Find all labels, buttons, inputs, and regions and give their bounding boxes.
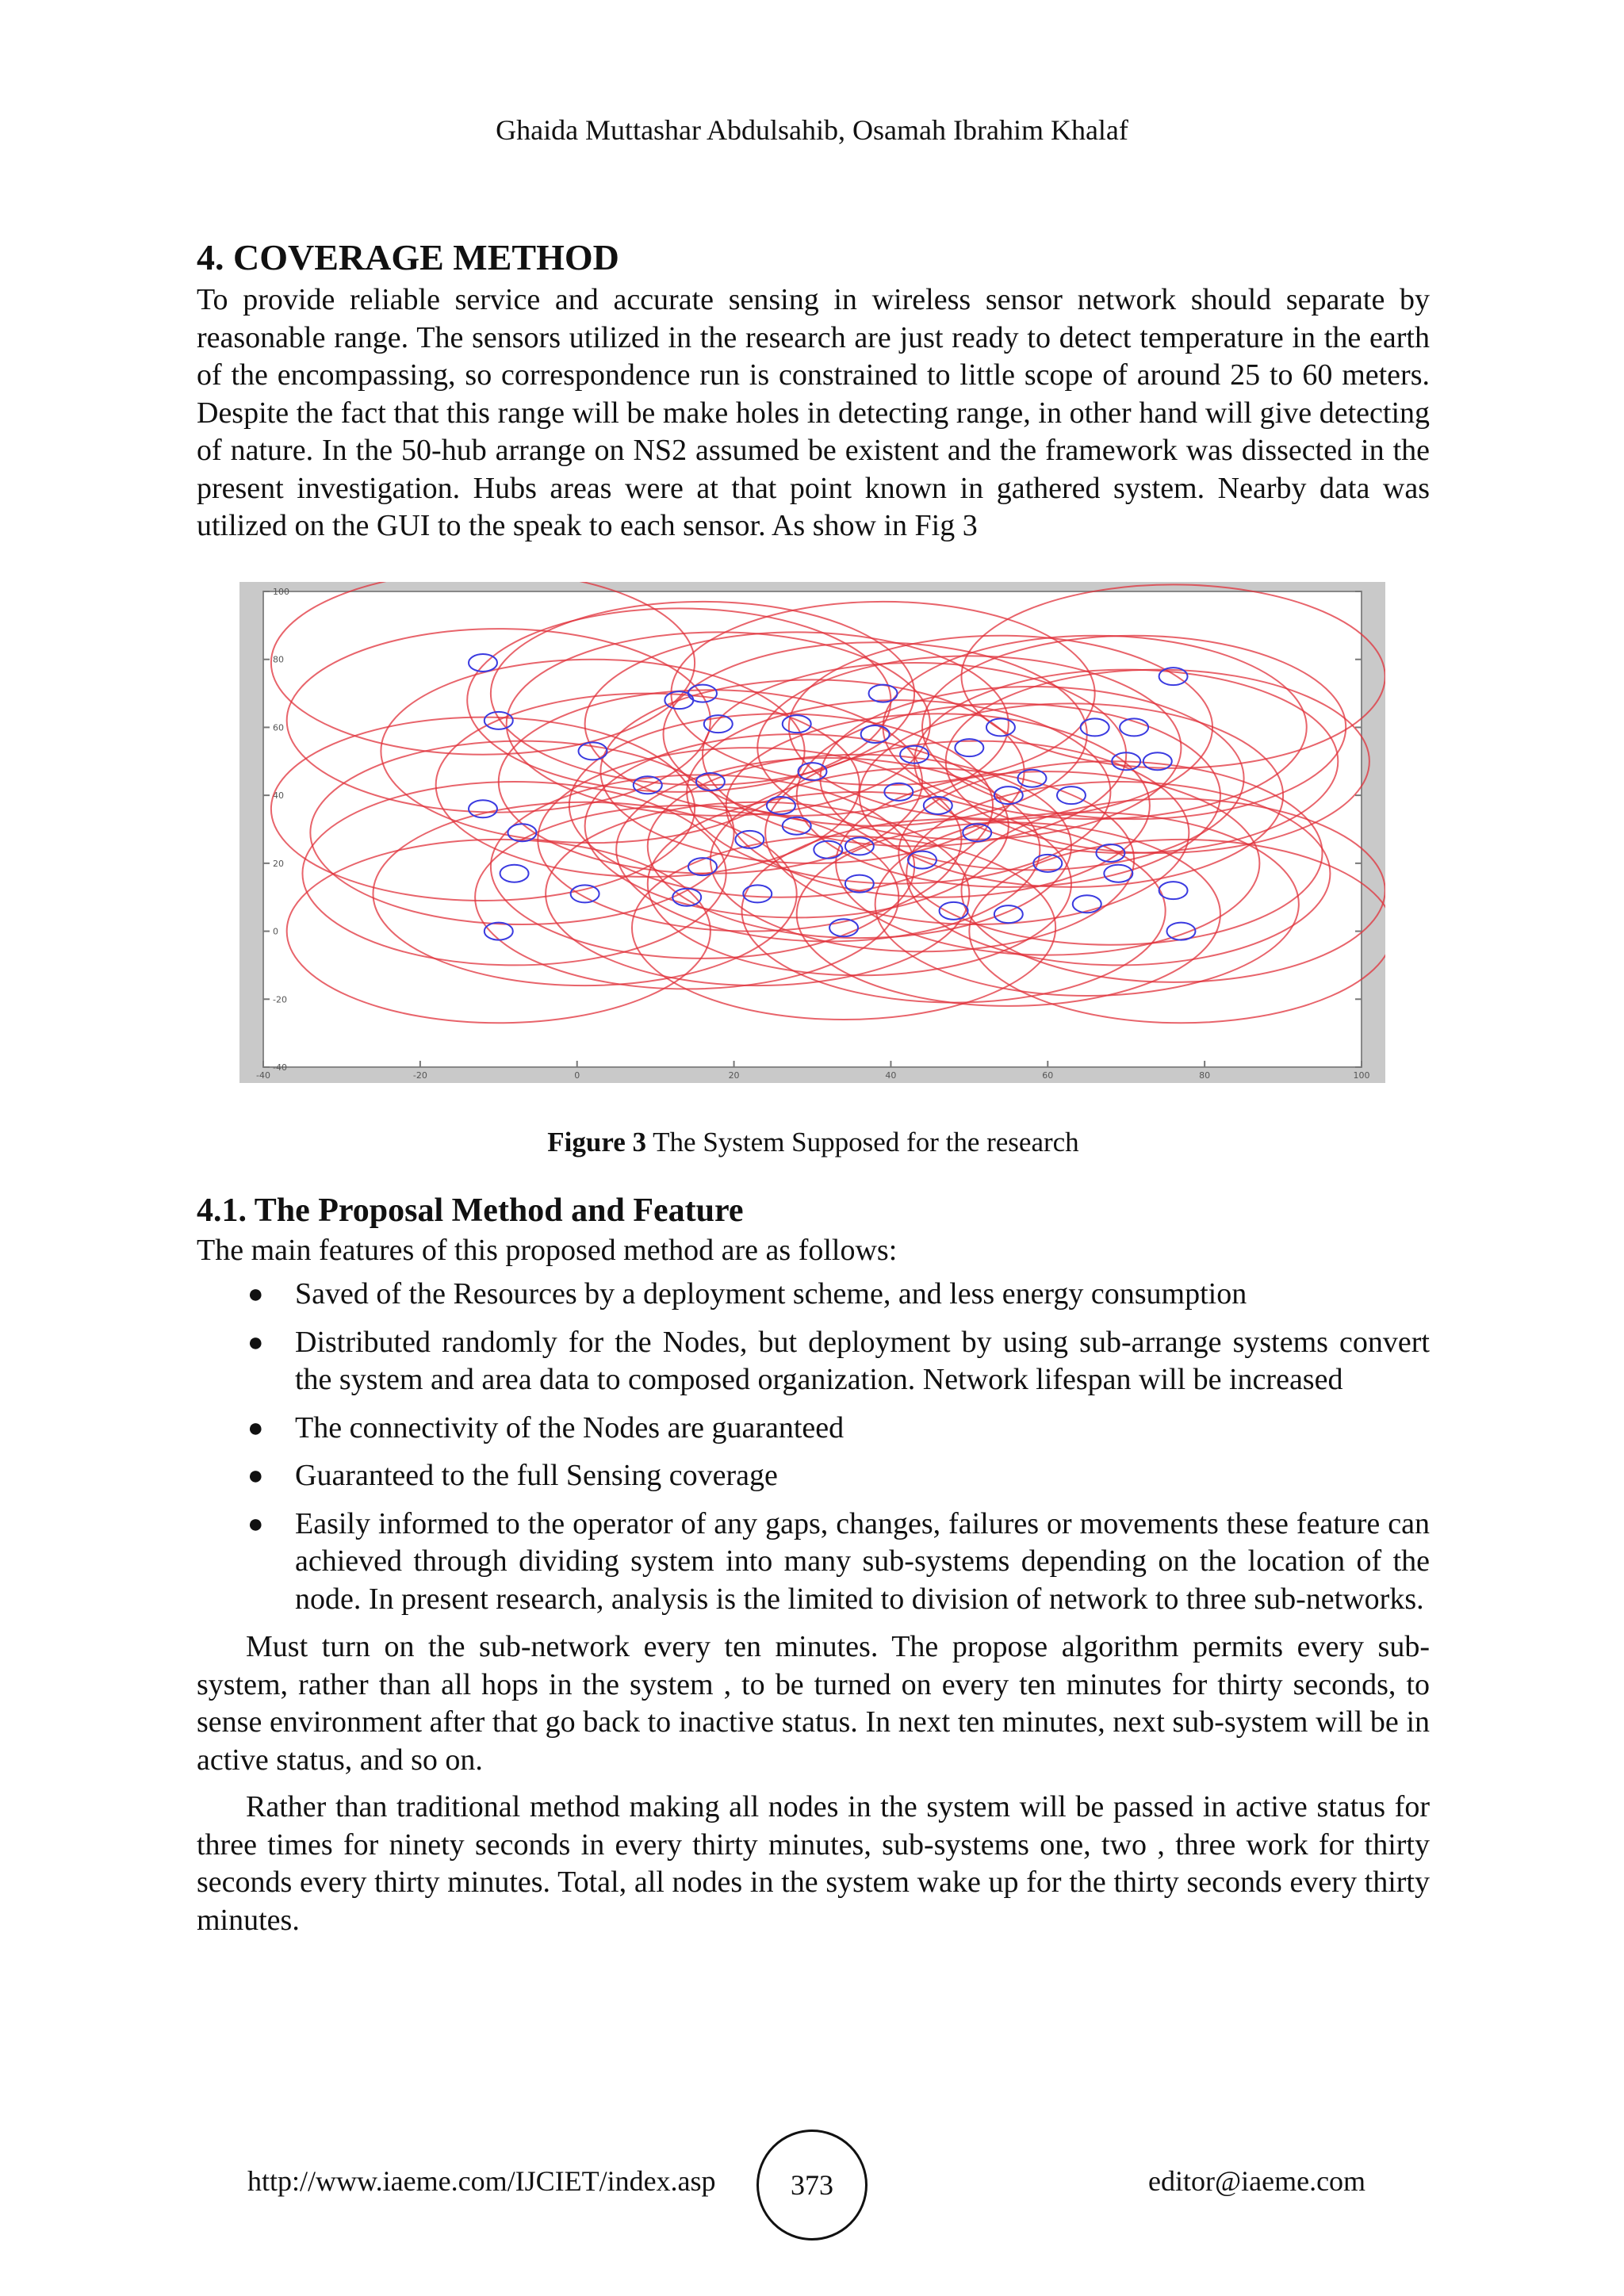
list-item-text: Saved of the Resources by a deployment scheme, and less energy consumption <box>295 1277 1247 1311</box>
bullet-icon: ● <box>247 1280 264 1309</box>
x-tick-label: -20 <box>412 1070 427 1081</box>
page-number: 373 <box>756 2130 868 2241</box>
list-item-text: Easily informed to the operator of any gaps, changes, failures or movements these feature can achieved through dividing system into many sub-systems depending on the location of the node. In present research, analysis is the limited to division of network to three sub-networks. <box>295 1506 1430 1616</box>
y-tick-label: -20 <box>273 993 287 1004</box>
list-item-text: Guaranteed to the full Sensing coverage <box>295 1459 778 1492</box>
x-tick-label: 80 <box>1199 1070 1211 1081</box>
y-tick-label: -40 <box>273 1062 287 1073</box>
bullet-icon: ● <box>247 1327 264 1357</box>
y-tick-label: 60 <box>273 721 284 733</box>
subsection-title: 4.1. The Proposal Method and Feature <box>197 1192 744 1229</box>
figure-3-plot <box>239 582 1385 1083</box>
body-paragraph-2: Rather than traditional method making all nodes in the system will be passed in active status for three times for ninety seconds in every thirty minutes, sub-systems one, two , three work for thirty seconds every thirty minutes. Total, all nodes in the system wake up for the thirty seconds every thirty minutes. <box>197 1790 1430 1937</box>
bullet-icon: ● <box>247 1461 264 1490</box>
network-coverage-plot <box>239 582 1385 1083</box>
section-paragraph: To provide reliable service and accurate sensing in wireless sensor network should separate by reasonable range. The sensors utilized in the research are just ready to detect temperature in the earth of the encompassing, so correspondence run is constrained to little scope of around 25 to 60 meters. Despite the fact that this range will be make holes in detecting range, in other hand will give detecting of nature. In the 50-hub arrange on NS2 assumed be existent and the framework was dissected in the present investigation. Hubs areas were at that point known in gathered system. Nearby data was utilized on the GUI to the speak to each sensor. As show in Fig 3 <box>197 283 1430 542</box>
y-tick-label: 20 <box>273 858 284 869</box>
y-tick-label: 40 <box>273 790 284 801</box>
list-item <box>197 1457 1430 1495</box>
x-tick-label: 100 <box>1353 1070 1370 1081</box>
x-tick-label: 60 <box>1042 1070 1054 1081</box>
figure-label: Figure 3 <box>547 1126 647 1158</box>
list-item <box>197 1276 1430 1314</box>
list-item <box>197 1324 1430 1399</box>
x-tick-label: -40 <box>256 1070 270 1081</box>
body-paragraph-1: Must turn on the sub-network every ten minutes. The propose algorithm permits every sub-system, rather than all hops in the system , to be turned on every ten minutes for thirty seconds, to sense environment after that go back to inactive status. In next ten minutes, next sub-system will be in active status, and so on. <box>197 1630 1430 1777</box>
bullet-icon: ● <box>247 1413 264 1443</box>
x-tick-label: 0 <box>574 1070 580 1081</box>
page-header: Ghaida Muttashar Abdulsahib, Osamah Ibrahim Khalaf <box>496 114 1128 146</box>
feature-list <box>197 1276 1430 1618</box>
x-tick-label: 20 <box>728 1070 740 1081</box>
figure-caption <box>197 1124 1430 1161</box>
footer-url[interactable]: http://www.iaeme.com/IJCIET/index.asp <box>247 2165 716 2197</box>
y-tick-label: 80 <box>273 654 284 665</box>
figure-caption-text: The System Supposed for the research <box>646 1126 1079 1158</box>
subsection-intro: The main features of this proposed method are as follows: <box>197 1233 898 1267</box>
page-footer <box>0 2130 1624 2241</box>
list-item <box>197 1506 1430 1619</box>
list-item <box>197 1410 1430 1448</box>
list-item-text: The connectivity of the Nodes are guaranteed <box>295 1410 845 1445</box>
list-item-text: Distributed randomly for the Nodes, but deployment by using sub-arrange systems convert the system and area data to composed organization. Network lifespan will be increased <box>295 1325 1430 1396</box>
y-tick-label: 100 <box>273 586 289 597</box>
x-tick-label: 40 <box>885 1070 897 1081</box>
y-tick-label: 0 <box>273 926 278 937</box>
section-title: 4. COVERAGE METHOD <box>197 237 619 277</box>
footer-email[interactable]: editor@iaeme.com <box>1148 2165 1366 2197</box>
bullet-icon: ● <box>247 1509 264 1539</box>
main-content <box>197 234 1430 1939</box>
